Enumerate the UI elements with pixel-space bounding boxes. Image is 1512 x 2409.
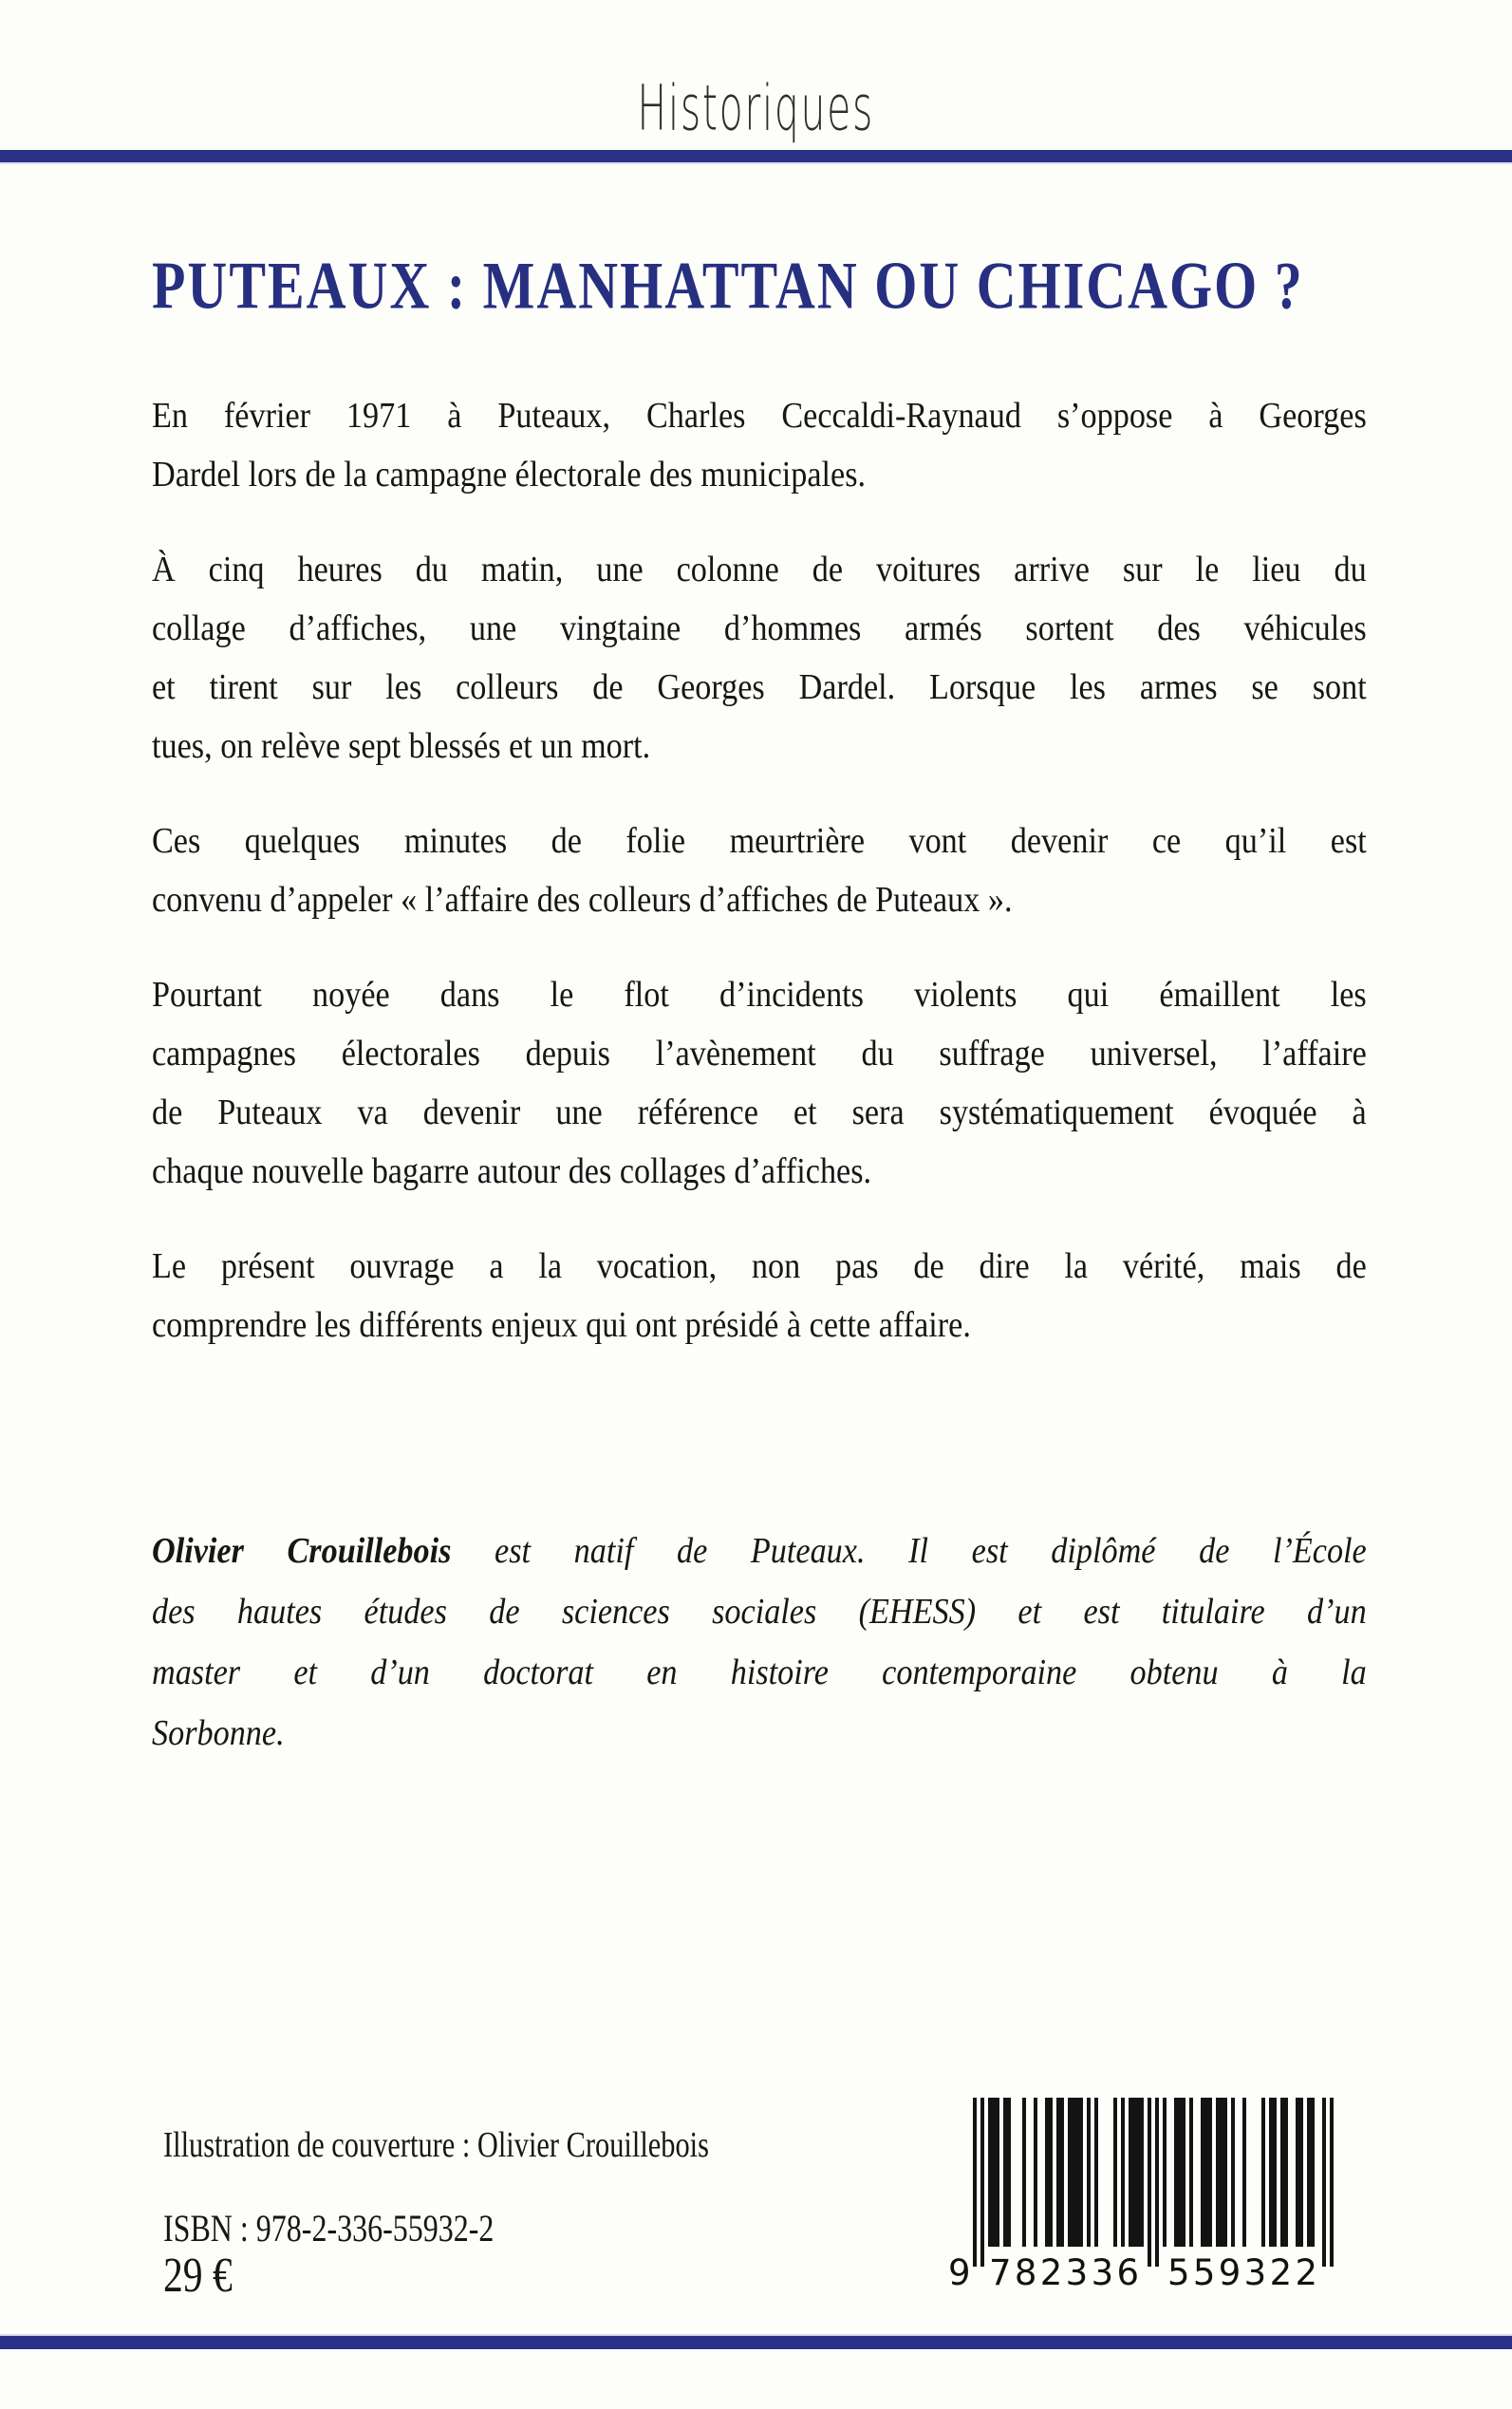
isbn-label: ISBN : 978-2-336-55932-2	[163, 2207, 495, 2250]
text-line: À cinq heures du matin, une colonne de voitures arrive sur le lieu du	[152, 550, 1367, 589]
text-line: convenu d’appeler « l’affaire des colleurs d’affiches de Puteaux ».	[152, 880, 1013, 920]
text-line: comprendre les différents enjeux qui ont présidé à cette affaire.	[152, 1305, 971, 1345]
text-line: et tirent sur les colleurs de Georges Dardel. Lorsque les armes se sont	[152, 667, 1367, 707]
synopsis-paragraph	[152, 812, 1367, 929]
synopsis-paragraph	[152, 965, 1367, 1201]
text-line: Dardel lors de la campagne électorale des municipales.	[152, 455, 867, 495]
bottom-divider-bar	[0, 2334, 1512, 2349]
price-label: 29 €	[163, 2249, 233, 2303]
text-line: Ces quelques minutes de folie meurtrière vont devenir ce qu’il est	[152, 821, 1367, 861]
text-line: master et d’un doctorat en histoire contemporaine obtenu à la	[152, 1653, 1367, 1692]
top-divider-bar	[0, 150, 1512, 164]
svg-text:559322: 559322	[1167, 2252, 1317, 2288]
svg-text:9: 9	[948, 2252, 971, 2288]
text-line: de Puteaux va devenir une référence et sera systématiquement évoquée à	[152, 1092, 1367, 1132]
svg-text:782336: 782336	[989, 2252, 1139, 2288]
synopsis-paragraph	[152, 540, 1367, 775]
text-line: Sorbonne.	[152, 1713, 285, 1753]
cover-illustration-credit: Illustration de couverture : Olivier Crouillebois	[163, 2125, 709, 2165]
text-line: des hautes études de sciences sociales (EHESS) et est titulaire d’un	[152, 1592, 1367, 1632]
text-line: En février 1971 à Puteaux, Charles Ceccaldi-Raynaud s’oppose à Georges	[152, 396, 1367, 436]
text-line: campagnes électorales depuis l’avènement du suffrage universel, l’affaire	[152, 1034, 1367, 1074]
text-line: collage d’affiches, une vingtaine d’hommes armés sortent des véhicules	[152, 608, 1367, 648]
synopsis-paragraph	[152, 1237, 1367, 1354]
collection-logo: Historiques	[637, 72, 875, 145]
synopsis	[152, 386, 1367, 1391]
ean13-barcode	[935, 2098, 1353, 2288]
text-line: Olivier Crouillebois est natif de Puteaux. Il est diplômé de l’École	[152, 1531, 1367, 1571]
collection-header	[0, 72, 1512, 145]
text-line: tues, on relève sept blessés et un mort.	[152, 726, 651, 766]
author-bio	[152, 1521, 1367, 1764]
text-line: Le présent ouvrage a la vocation, non pas de dire la vérité, mais de	[152, 1246, 1367, 1286]
text-line: Pourtant noyée dans le flot d’incidents violents qui émaillent les	[152, 975, 1367, 1015]
synopsis-paragraph	[152, 386, 1367, 504]
text-line: chaque nouvelle bagarre autour des collages d’affiches.	[152, 1151, 872, 1191]
book-title: PUTEAUX : MANHATTAN OU CHICAGO ?	[152, 248, 1304, 324]
